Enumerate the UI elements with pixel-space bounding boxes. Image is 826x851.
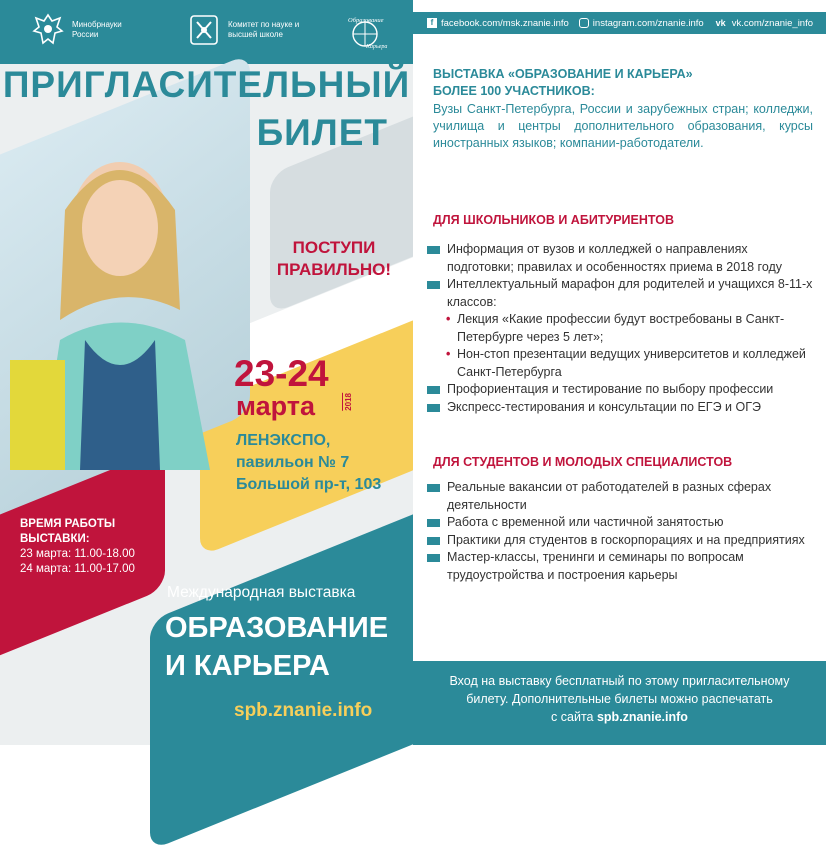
list-item	[427, 532, 817, 550]
intro-title-line1: ВЫСТАВКА «ОБРАЗОВАНИЕ И КАРЬЕРА»	[433, 67, 693, 81]
bullet-square-icon	[427, 246, 440, 254]
facebook-icon: f	[427, 18, 437, 28]
list-subitem	[427, 311, 817, 346]
venue-line2: павильон № 7	[236, 454, 350, 471]
instagram-icon	[579, 18, 589, 28]
event-month: марта	[236, 391, 316, 421]
opening-hours	[20, 517, 135, 577]
slogan	[270, 237, 398, 281]
notice-line2: билету. Дополнительные билеты можно распечатать	[466, 692, 773, 706]
svg-text:Карьера: Карьера	[366, 44, 388, 50]
hours-title-line2: ВЫСТАВКИ:	[20, 533, 90, 545]
bullet-dot-icon: •	[446, 347, 451, 361]
facebook-link[interactable]	[427, 18, 569, 29]
list-item-text: Реальные вакансии от работодателей в разных сферах деятельности	[447, 480, 772, 512]
bullet-square-icon	[427, 519, 440, 527]
venue-line1: ЛЕНЭКСПО,	[236, 432, 331, 449]
facebook-url: facebook.com/msk.znanie.info	[441, 17, 569, 29]
event-website-link[interactable]: spb.znanie.info	[234, 700, 373, 721]
list-item	[427, 276, 817, 311]
spb-coat-of-arms-icon	[186, 12, 222, 48]
committee-logo	[186, 12, 304, 48]
event-dates: 23-24	[234, 353, 329, 394]
ticket-left-panel	[0, 0, 413, 745]
schoolchildren-list	[427, 241, 817, 416]
free-entry-notice	[413, 661, 826, 745]
event-name-line1: ОБРАЗОВАНИЕ	[165, 612, 389, 644]
students-list	[427, 479, 817, 584]
list-item	[427, 241, 817, 276]
notice-line1: Вход на выставку бесплатный по этому пригласительному	[449, 674, 790, 688]
list-item	[427, 549, 817, 584]
bullet-square-icon	[427, 404, 440, 412]
list-item	[427, 399, 817, 417]
vk-link[interactable]	[714, 18, 813, 29]
list-item-text: Мастер-классы, тренинги и семинары по вопросам трудоустройства и построения карьеры	[447, 550, 744, 582]
schoolchildren-title: ДЛЯ ШКОЛЬНИКОВ И АБИТУРИЕНТОВ	[433, 213, 674, 227]
ticket-title-line2: БИЛЕТ	[256, 112, 388, 153]
instagram-url: instagram.com/znanie.info	[592, 17, 704, 29]
vk-url: vk.com/znanie_info	[731, 17, 814, 29]
bullet-square-icon	[427, 281, 440, 289]
notice-line3	[413, 708, 826, 726]
list-item	[427, 514, 817, 532]
list-subitem	[427, 346, 817, 381]
list-subitem-text: Нон-стоп презентации ведущих университетов и колледжей Санкт-Петербурга	[457, 347, 806, 379]
bullet-square-icon	[427, 484, 440, 492]
intro-title-line2: БОЛЕЕ 100 УЧАСТНИКОВ:	[433, 84, 595, 98]
ministry-logo	[30, 12, 142, 48]
list-item-text: Профориентация и тестирование по выбору профессии	[447, 382, 774, 396]
event-year: 2018	[344, 393, 353, 411]
list-item	[427, 381, 817, 399]
hours-day1: 23 марта: 11.00-18.00	[20, 548, 135, 560]
social-links-bar	[413, 12, 826, 34]
list-subitem-text: Лекция «Какие профессии будут востребованы в Санкт-Петербурге через 5 лет»;	[457, 312, 785, 344]
bullet-square-icon	[427, 386, 440, 394]
bullet-square-icon	[427, 537, 440, 545]
hours-day2: 24 марта: 11.00-17.00	[20, 563, 135, 575]
vk-icon: vk	[715, 18, 726, 28]
notice-website-link[interactable]: spb.znanie.info	[596, 710, 688, 724]
logo-bar	[0, 0, 413, 64]
venue-line3: Большой пр-т, 103	[236, 476, 382, 493]
bullet-dot-icon: •	[446, 312, 451, 326]
ticket-right-panel	[413, 0, 826, 745]
intro-title	[433, 66, 693, 100]
list-item	[427, 479, 817, 514]
event-name-line2: И КАРЬЕРА	[165, 650, 330, 682]
svg-text:Образование: Образование	[348, 17, 384, 24]
slogan-line2: ПРАВИЛЬНО!	[276, 260, 392, 279]
exhibition-logo	[345, 12, 388, 52]
ministry-name: Минобрнауки России	[72, 20, 122, 39]
instagram-link[interactable]	[579, 18, 704, 29]
intro-text: Вузы Санкт-Петербурга, России и зарубежных стран; колледжи, училища и центры дополнительного образования, курсы иностранных языков; компании-работодатели.	[433, 102, 813, 150]
list-item-text: Экспресс-тестирования и консультации по ЕГЭ и ОГЭ	[447, 399, 761, 414]
event-name	[165, 609, 388, 685]
student-girl-image	[0, 110, 250, 470]
slogan-line1: ПОСТУПИ	[292, 238, 376, 257]
event-subtitle: Международная выставка	[167, 584, 356, 601]
notice-line3-prefix: с сайта	[551, 710, 594, 724]
bullet-square-icon	[427, 554, 440, 562]
list-item-text: Практики для студентов в госкорпорациях и на предприятиях	[447, 532, 805, 547]
students-title: ДЛЯ СТУДЕНТОВ И МОЛОДЫХ СПЕЦИАЛИСТОВ	[433, 455, 733, 469]
list-item-text: Информация от вузов и колледжей о направлениях подготовки; правилах и особенностях приема в 2018 году	[447, 242, 783, 274]
list-item-text: Интеллектуальный марафон для родителей и учащихся 8-11-х классов:	[447, 277, 813, 309]
list-item-text: Работа с временной или частичной занятостью	[447, 515, 724, 529]
venue	[236, 430, 381, 496]
exhibition-globe-icon	[345, 12, 388, 52]
ticket-title-line1: ПРИГЛАСИТЕЛЬНЫЙ	[2, 64, 411, 105]
eagle-emblem-icon	[30, 12, 66, 48]
hours-title-line1: ВРЕМЯ РАБОТЫ	[20, 518, 116, 530]
committee-name: Комитет по науке и высшей школе	[228, 20, 300, 39]
